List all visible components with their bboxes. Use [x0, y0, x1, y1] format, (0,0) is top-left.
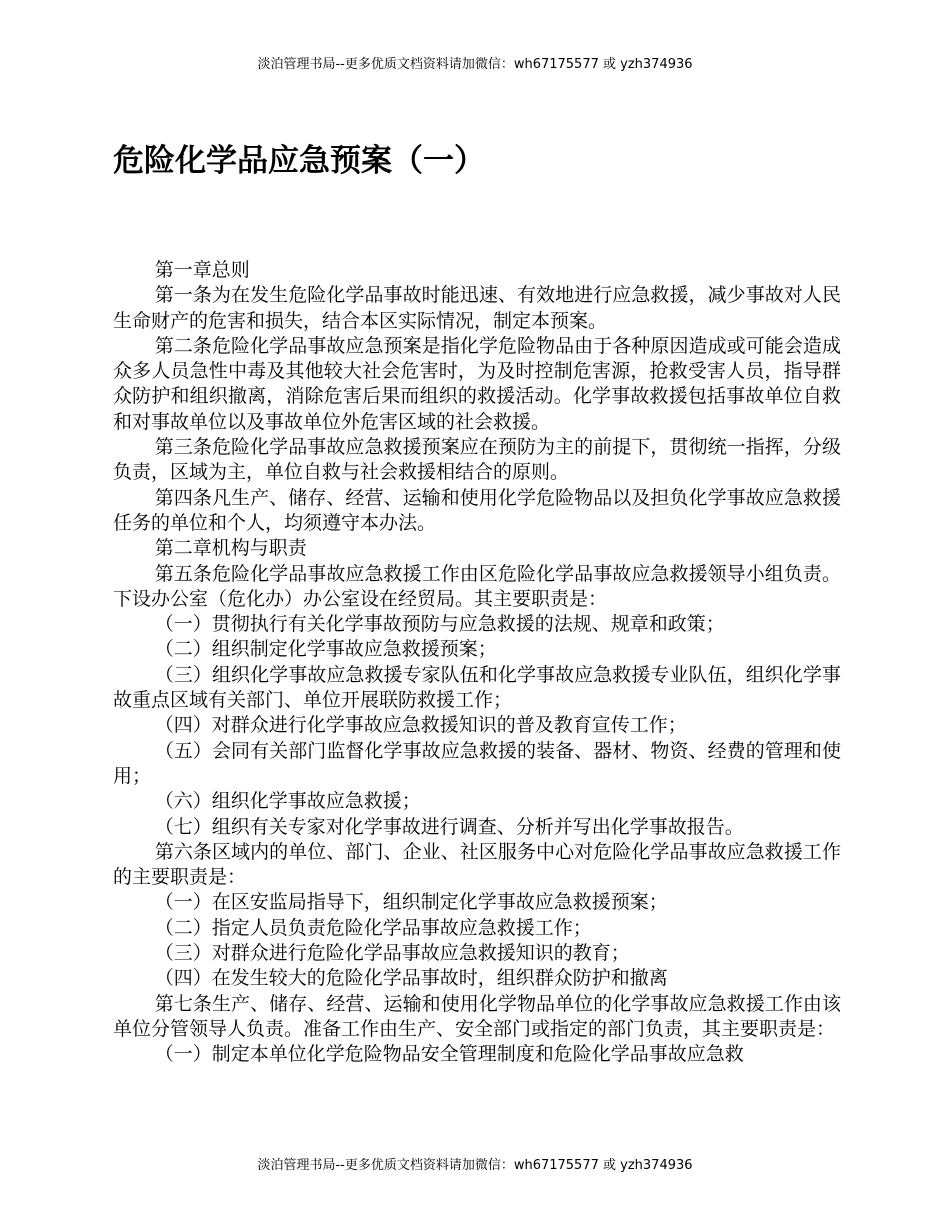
page-footer: 淡泊管理书局--更多优质文档资料请加微信：wh67175577 或 yzh374936 [257, 1158, 693, 1173]
paragraph: 第六条区域内的单位、部门、企业、社区服务中心对危险化学品事故应急救援工作的主要职责是： [113, 840, 841, 889]
document-title: 危险化学品应急预案（一） [113, 143, 485, 179]
paragraph: （二）指定人员负责危险化学品事故应急救援工作； [154, 916, 592, 939]
paragraph: 第五条危险化学品事故应急救援工作由区危险化学品事故应急救援领导小组负责。下设办公室（危化办）办公室设在经贸局。其主要职责是： [113, 562, 841, 610]
paragraph: 第七条生产、储存、经营、运输和使用化学物品单位的化学事故应急救援工作由该单位分管领导人负责。准备工作由生产、安全部门或指定的部门负责，其主要职责是： [113, 992, 841, 1040]
paragraph: （一）贯彻执行有关化学事故预防与应急救援的法规、规章和政策； [154, 613, 725, 636]
paragraph: 第一条为在发生危险化学品事故时能迅速、有效地进行应急救援，减少事故对人民生命财产的危害和损失，结合本区实际情况，制定本预案。 [113, 284, 841, 332]
paragraph: 第二章机构与职责 [154, 537, 307, 560]
paragraph: 第一章总则 [154, 259, 250, 281]
paragraph: （二）组织制定化学事故应急救援预案； [154, 638, 497, 661]
paragraph: （五）会同有关部门监督化学事故应急救援的装备、器材、物资、经费的管理和使用； [113, 739, 841, 787]
paragraph: （一）制定本单位化学危险物品安全管理制度和危险化学品事故应急救 [154, 1043, 744, 1066]
paragraph: 第四条凡生产、储存、经营、运输和使用化学危险物品以及担负化学事故应急救援任务的单位和个人，均须遵守本办法。 [113, 486, 841, 534]
paragraph: （六）组织化学事故应急救援； [154, 790, 421, 813]
page-header: 淡泊管理书局--更多优质文档资料请加微信：wh67175577 或 yzh374936 [257, 57, 693, 72]
paragraph: （三）组织化学事故应急救援专家队伍和化学事故应急救援专业队伍，组织化学事故重点区域有关部门、单位开展联防救援工作； [113, 663, 841, 712]
paragraph: （四）在发生较大的危险化学品事故时，组织群众防护和撤离 [154, 967, 668, 990]
paragraph: （三）对群众进行危险化学品事故应急救援知识的教育； [154, 942, 630, 965]
paragraph: （四）对群众进行化学事故应急救援知识的普及教育宣传工作； [154, 714, 687, 737]
document-body [113, 258, 841, 1068]
paragraph: （七）组织有关专家对化学事故进行调查、分析并写出化学事故报告。 [154, 815, 744, 838]
paragraph: 第二条危险化学品事故应急预案是指化学危险物品由于各种原因造成或可能会造成众多人员急性中毒及其他较大社会危害时，为及时控制危害源，抢救受害人员，指导群众防护和组织撤离，消除危害后果而组织的救援活动。化学事故救援包括事故单位自救和对事故单位以及事故单位外危害区域的社会救援。 [113, 334, 841, 433]
paragraph: 第三条危险化学品事故应急救援预案应在预防为主的前提下，贯彻统一指挥，分级负责，区域为主，单位自救与社会救援相结合的原则。 [113, 436, 841, 484]
paragraph: （一）在区安监局指导下，组织制定化学事故应急救援预案； [154, 891, 668, 914]
